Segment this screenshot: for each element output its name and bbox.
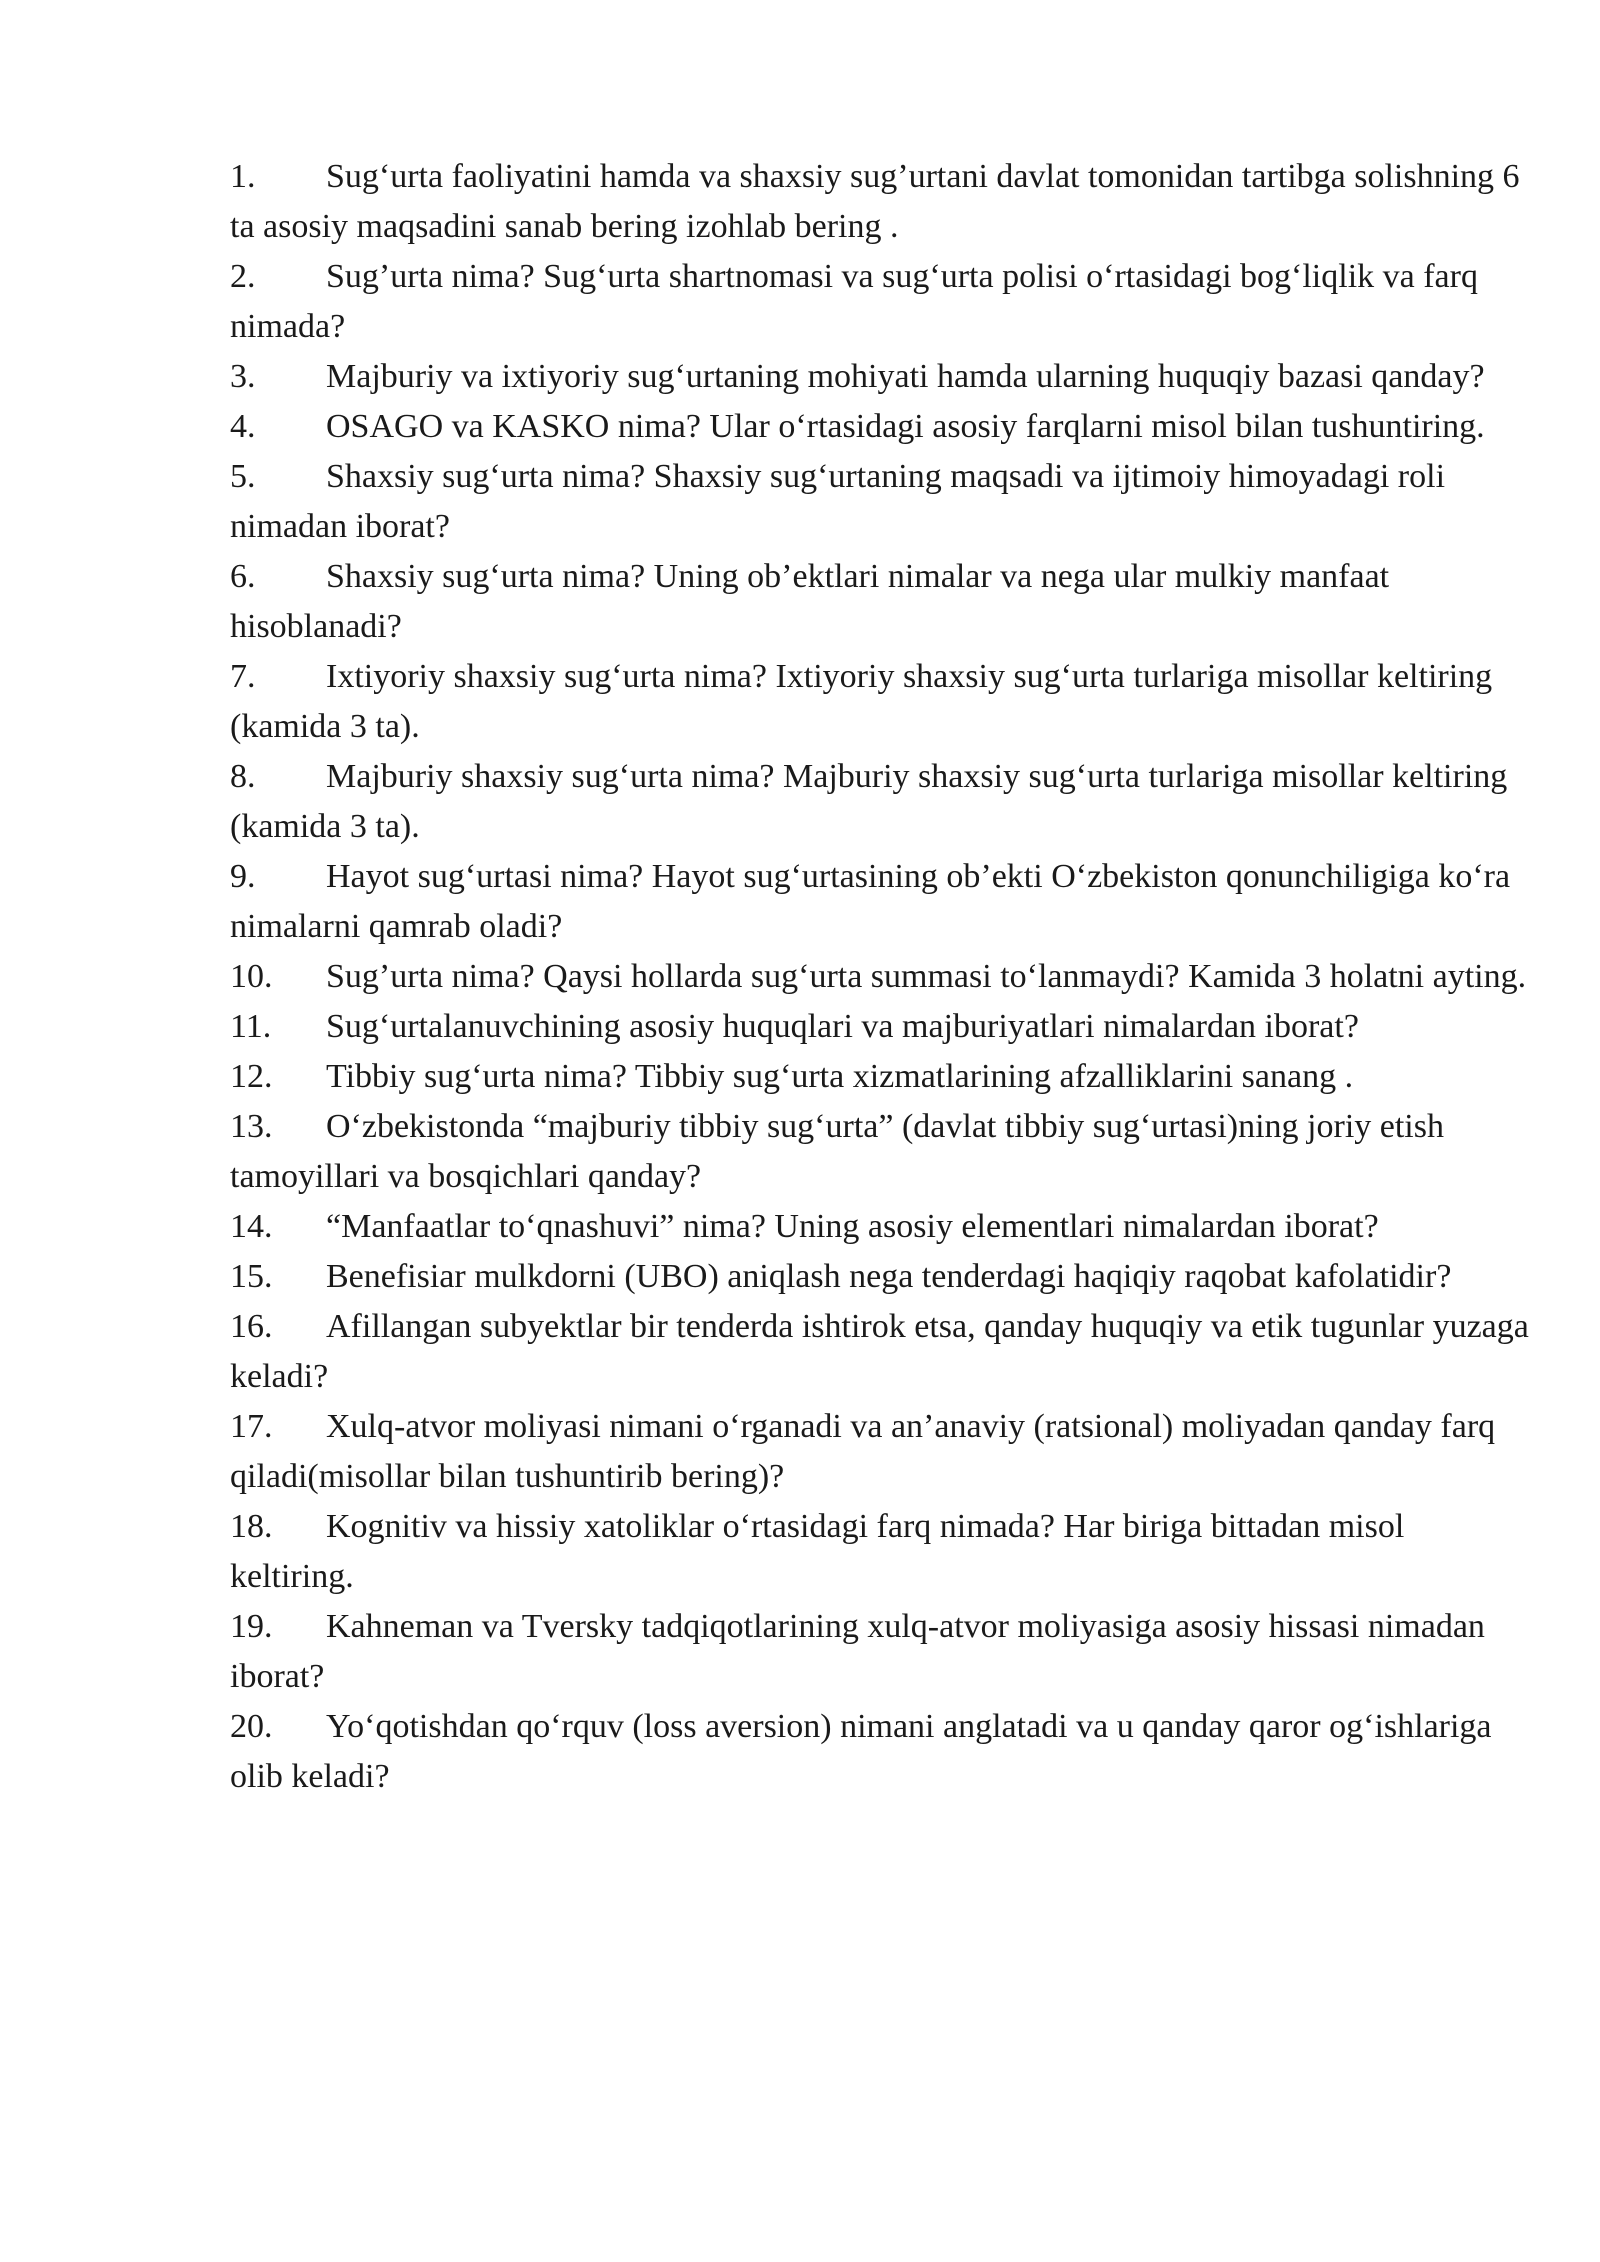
question-text: “Manfaatlar to‘qnashuvi” nima? Uning asosiy elementlari nimalardan iborat?: [326, 1208, 1379, 1245]
question-item-13: [230, 1102, 1530, 1202]
question-item-4: [230, 402, 1530, 452]
question-text: Yo‘qotishdan qo‘rquv (loss aversion) nimani anglatadi va u qanday qaror og‘ishlariga olib keladi?: [230, 1708, 1492, 1795]
question-text: Majburiy shaxsiy sug‘urta nima? Majburiy shaxsiy sug‘urta turlariga misollar keltiring (kamida 3 ta).: [230, 758, 1508, 845]
question-number: 14.: [230, 1208, 273, 1245]
question-item-20: [230, 1702, 1530, 1802]
question-item-6: [230, 552, 1530, 652]
question-item-8: [230, 752, 1530, 852]
question-number: 11.: [230, 1008, 272, 1045]
question-item-14: [230, 1202, 1530, 1252]
question-number: 20.: [230, 1708, 273, 1745]
question-item-2: [230, 252, 1530, 352]
question-text: Afillangan subyektlar bir tenderda ishtirok etsa, qanday huquqiy va etik tugunlar yuzaga keladi?: [230, 1308, 1529, 1395]
question-item-12: [230, 1052, 1530, 1102]
question-item-3: [230, 352, 1530, 402]
question-text: Sug‘urta faoliyatini hamda va shaxsiy sug’urtani davlat tomonidan tartibga solishning 6 ta asosiy maqsadini sanab bering izohlab bering .: [230, 158, 1520, 245]
question-number: 5.: [230, 458, 256, 495]
question-text: O‘zbekistonda “majburiy tibbiy sug‘urta” (davlat tibbiy sug‘urtasi)ning joriy etish tamoyillari va bosqichlari qanday?: [230, 1108, 1444, 1195]
question-text: OSAGO va KASKO nima? Ular o‘rtasidagi asosiy farqlarni misol bilan tushuntiring.: [326, 408, 1485, 445]
question-number: 15.: [230, 1258, 273, 1295]
question-text: Sug’urta nima? Qaysi hollarda sug‘urta summasi to‘lanmaydi? Kamida 3 holatni ayting.: [326, 958, 1527, 995]
question-number: 1.: [230, 158, 256, 195]
question-item-16: [230, 1302, 1530, 1402]
question-text: Shaxsiy sug‘urta nima? Uning ob’ektlari nimalar va nega ular mulkiy manfaat hisoblanadi?: [230, 558, 1390, 645]
question-item-10: [230, 952, 1530, 1002]
question-number: 7.: [230, 658, 256, 695]
question-number: 3.: [230, 358, 256, 395]
question-number: 16.: [230, 1308, 273, 1345]
question-number: 18.: [230, 1508, 273, 1545]
question-text: Majburiy va ixtiyoriy sug‘urtaning mohiyati hamda ularning huquqiy bazasi qanday?: [326, 358, 1485, 395]
question-number: 19.: [230, 1608, 273, 1645]
question-text: Xulq-atvor moliyasi nimani o‘rganadi va an’anaviy (ratsional) moliyadan qanday farq qiladi(misollar bilan tushuntirib bering)?: [230, 1408, 1496, 1495]
question-item-19: [230, 1602, 1530, 1702]
question-item-7: [230, 652, 1530, 752]
question-number: 4.: [230, 408, 256, 445]
question-list: [230, 152, 1530, 1802]
question-text: Ixtiyoriy shaxsiy sug‘urta nima? Ixtiyoriy shaxsiy sug‘urta turlariga misollar keltiring (kamida 3 ta).: [230, 658, 1493, 745]
question-number: 17.: [230, 1408, 273, 1445]
question-text: Hayot sug‘urtasi nima? Hayot sug‘urtasining ob’ekti O‘zbekiston qonunchiligiga ko‘ra nimalarni qamrab oladi?: [230, 858, 1511, 945]
question-number: 2.: [230, 258, 256, 295]
question-text: Kahneman va Tversky tadqiqotlarining xulq-atvor moliyasiga asosiy hissasi nimadan iborat?: [230, 1608, 1485, 1695]
question-text: Sug‘urtalanuvchining asosiy huquqlari va majburiyatlari nimalardan iborat?: [326, 1008, 1359, 1045]
question-item-5: [230, 452, 1530, 552]
question-item-17: [230, 1402, 1530, 1502]
question-number: 13.: [230, 1108, 273, 1145]
question-text: Benefisiar mulkdorni (UBO) aniqlash nega tenderdagi haqiqiy raqobat kafolatidir?: [326, 1258, 1452, 1295]
question-number: 10.: [230, 958, 273, 995]
question-text: Tibbiy sug‘urta nima? Tibbiy sug‘urta xizmatlarining afzalliklarini sanang .: [326, 1058, 1354, 1095]
question-item-9: [230, 852, 1530, 952]
question-item-1: [230, 152, 1530, 252]
question-item-11: [230, 1002, 1530, 1052]
question-number: 12.: [230, 1058, 273, 1095]
question-number: 6.: [230, 558, 256, 595]
question-text: Sug’urta nima? Sug‘urta shartnomasi va sug‘urta polisi o‘rtasidagi bog‘liqlik va farq nimada?: [230, 258, 1478, 345]
question-text: Shaxsiy sug‘urta nima? Shaxsiy sug‘urtaning maqsadi va ijtimoiy himoyadagi roli nimadan iborat?: [230, 458, 1446, 545]
question-item-18: [230, 1502, 1530, 1602]
question-text: Kognitiv va hissiy xatoliklar o‘rtasidagi farq nimada? Har biriga bittadan misol keltiring.: [230, 1508, 1405, 1595]
question-number: 9.: [230, 858, 256, 895]
question-item-15: [230, 1252, 1530, 1302]
question-number: 8.: [230, 758, 256, 795]
